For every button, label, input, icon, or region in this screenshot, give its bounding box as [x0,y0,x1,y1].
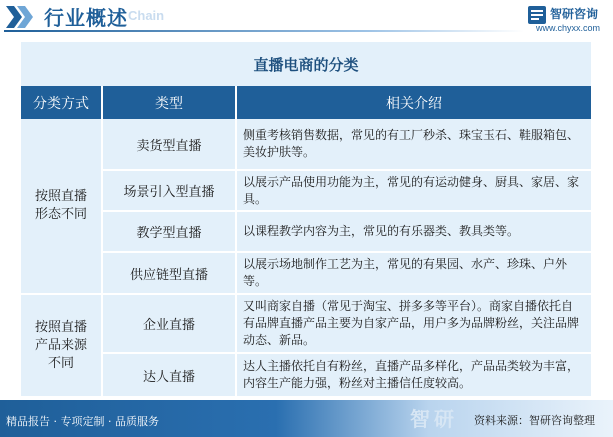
type-cell: 供应链型直播 [129,267,208,283]
brand-name: 智研咨询 [550,7,599,21]
header-watermark: Chain [128,8,165,23]
type-cell: 卖货型直播 [136,138,202,154]
description-cell: 以课程教学内容为主，常见的有乐器类、教具类等。 [243,224,520,238]
footer-slogan: 精品报告 · 专项定制 · 品质服务 [6,415,159,428]
brand-block [528,2,610,38]
column-header-type: 类型 [103,86,235,119]
category-cell: 按照直播 形态不同 [34,189,87,222]
type-cell: 场景引入型直播 [123,185,215,200]
header-divider [4,30,524,32]
section-title: 行业概述 [44,6,128,30]
description-cell: 侧重考核销售数据，常见的有工厂秒杀、珠宝玉石、鞋服箱包、美妆护肤等。 [243,128,580,159]
description-cell: 以展示场地制作工艺为主，常见的有果园、水产、珍珠、户外等。 [243,257,568,288]
type-cell: 教学型直播 [136,226,202,241]
category-cell: 按照直播 产品来源 不同 [34,319,87,371]
double-chevron-icon [6,6,34,28]
brand-url: www.chyxx.com [536,23,601,33]
description-cell: 又叫商家自播（常见于淘宝、拼多多等平台）。商家自播依托自有品牌直播产品主要为自家产品，用户多为品牌粉丝，关注品牌动态、新品。 [243,299,580,347]
classification-table [21,42,591,396]
column-header-description: 相关介绍 [237,86,591,119]
table-header-row [21,86,591,119]
page-header [0,0,613,44]
type-cell: 企业直播 [142,318,195,333]
description-cell: 达人主播依托自有粉丝，直播产品多样化，产品品类较为丰富，内容生产能力强，粉丝对主播信任度较高。 [243,359,580,390]
table-title: 直播电商的分类 [253,55,359,74]
source-note: 资料来源：智研咨询整理 [474,414,595,427]
description-cell: 以展示产品使用功能为主，常见的有运动健身、厨具、家居、家具。 [243,174,580,206]
page-footer [0,400,613,437]
brand-logo-icon [528,6,546,24]
column-divider [235,86,237,396]
column-header-category: 分类方式 [21,86,101,119]
footer-watermark: 智研 [410,407,458,431]
type-cell: 达人直播 [142,369,195,385]
